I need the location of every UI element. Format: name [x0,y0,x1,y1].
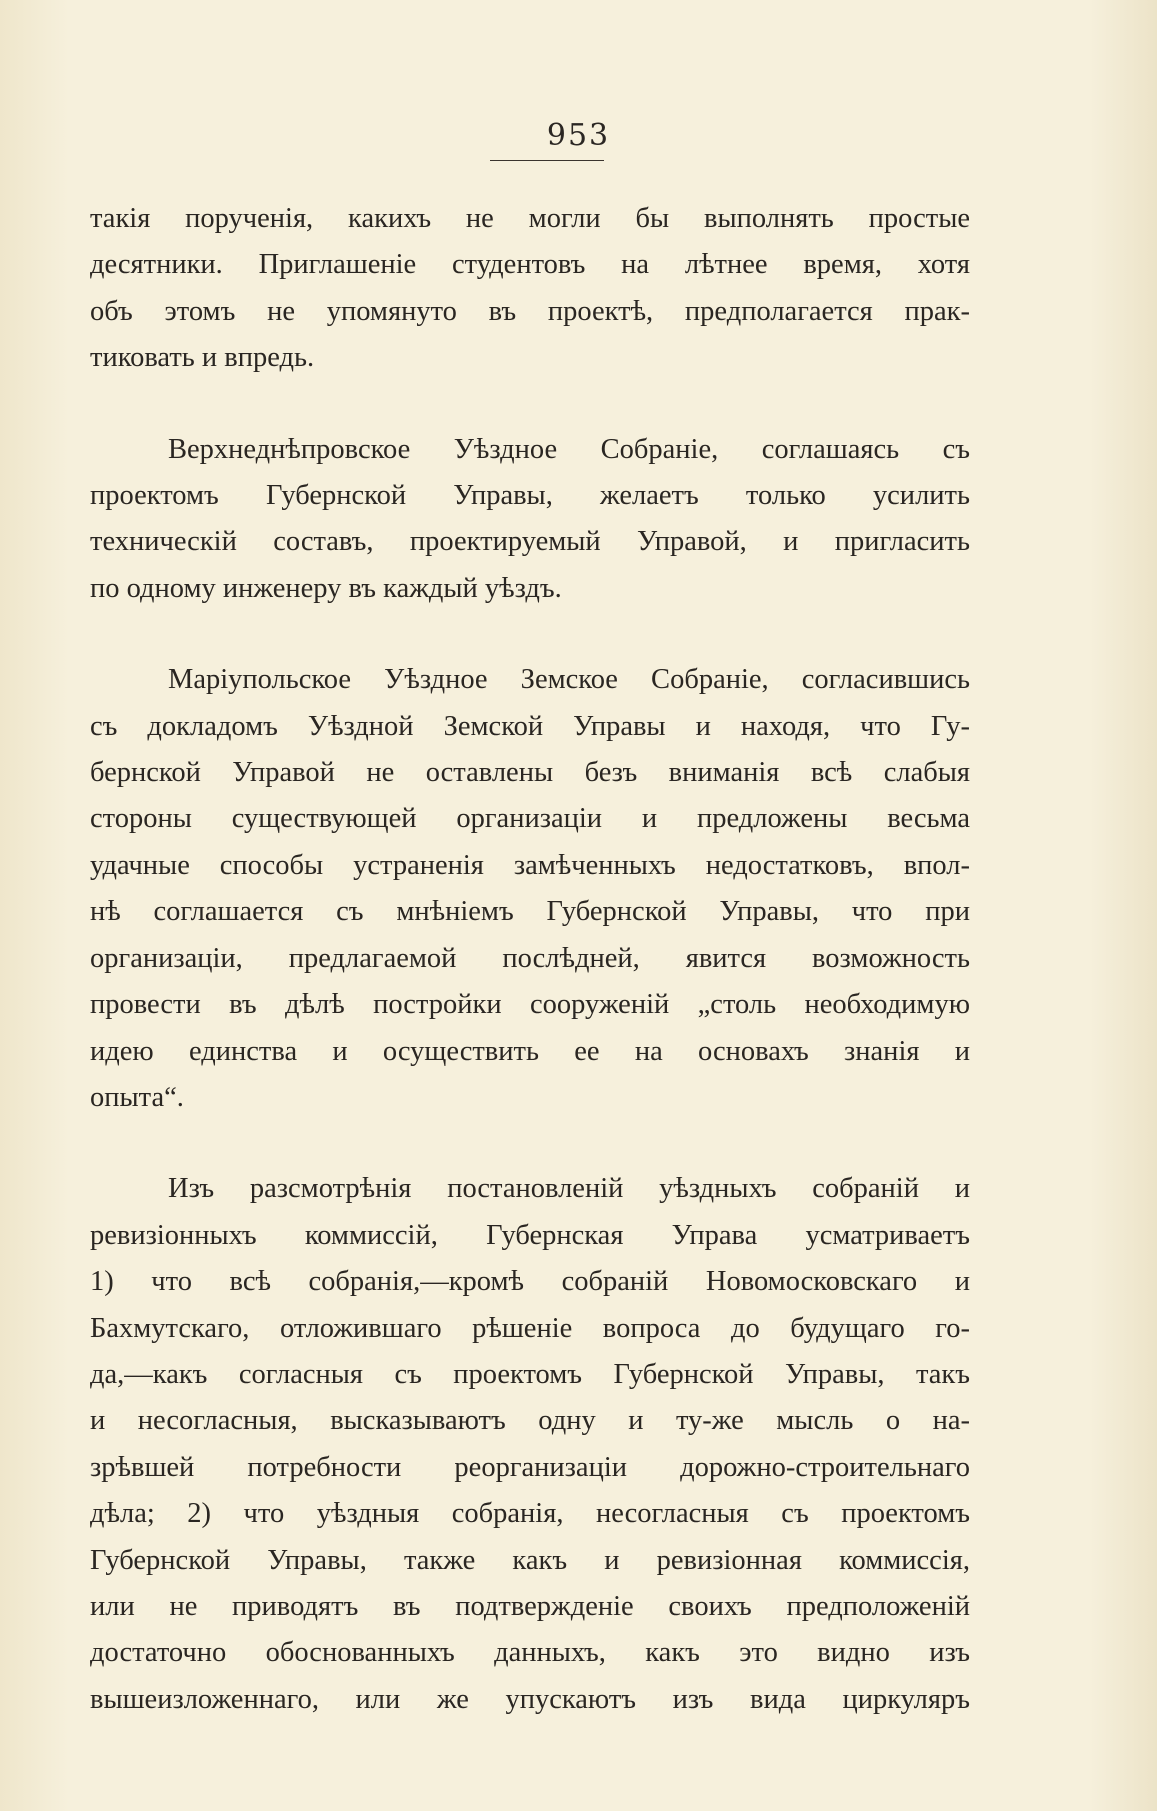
text-line: удачные способы устраненія замѣченныхъ недостатковъ, впол- [90,849,970,881]
text-line: тиковать и впредь. [90,342,315,374]
page-number: 953 [546,118,611,153]
text-line: и несогласныя, высказываютъ одну и ту-же мысль о на- [90,1405,970,1437]
paragraph-gap [90,382,970,427]
text-line: идею единства и осуществить ее на основахъ знанія и [90,1035,970,1067]
paragraph-1 [90,196,970,382]
paragraph-gap [90,1121,970,1166]
text-line: опыта“. [90,1081,184,1113]
paragraph-gap [90,612,970,657]
text-line: вышеизложеннаго, или же упускаютъ изъ вида циркуляръ [90,1683,970,1715]
text-line: съ докладомъ Уѣздной Земской Управы и находя, что Гу- [90,710,970,742]
text-line: организаціи, предлагаемой послѣдней, явится возможность [90,942,970,974]
text-line: провести въ дѣлѣ постройки сооруженій „столь необходимую [90,989,970,1021]
paragraph-4 [90,1166,970,1723]
text-line: ревизіонныхъ коммиссій, Губернская Управа усматриваетъ [90,1219,970,1251]
body-text [90,196,970,1723]
text-line: да,—какъ согласныя съ проектомъ Губернской Управы, такъ [90,1358,970,1390]
text-line: дѣла; 2) что уѣздныя собранія, несогласныя съ проектомъ [90,1498,970,1530]
text-line: объ этомъ не упомянуто въ проектѣ, предполагается прак- [90,295,970,327]
text-line: 1) что всѣ собранія,—кромѣ собраній Новомосковскаго и [90,1266,970,1298]
text-line: десятники. Приглашеніе студентовъ на лѣтнее время, хотя [90,249,970,281]
paragraph-2 [90,427,970,613]
text-line: по одному инженеру въ каждый уѣздъ. [90,572,562,604]
text-line: Верхнеднѣпровское Уѣздное Собраніе, соглашаясь съ [168,433,970,465]
paragraph-3 [90,657,970,1121]
text-line: нѣ соглашается съ мнѣніемъ Губернской Управы, что при [90,896,970,928]
text-line: проектомъ Губернской Управы, желаетъ только усилить [90,480,970,512]
text-line: Губернской Управы, также какъ и ревизіонная коммиссія, [90,1544,970,1576]
page-number-rule [490,160,604,161]
text-line: или не приводятъ въ подтвержденіе своихъ предположеній [90,1590,970,1622]
text-line: зрѣвшей потребности реорганизаціи дорожно-строительнаго [90,1451,970,1483]
text-line: Бахмутскаго, отложившаго рѣшеніе вопроса до будущаго го- [90,1312,970,1344]
text-line: Изъ разсмотрѣнія постановленій уѣздныхъ собраній и [168,1173,970,1205]
text-line: Маріупольское Уѣздное Земское Собраніе, согласившись [168,664,970,696]
text-line: достаточно обоснованныхъ данныхъ, какъ это видно изъ [90,1637,970,1669]
text-line: такія порученія, какихъ не могли бы выполнять простые [90,203,970,234]
text-line: стороны существующей организаціи и предложены весьма [90,803,970,835]
text-line: техническій составъ, проектируемый Управой, и пригласить [90,526,970,558]
text-line: бернской Управой не оставлены безъ вниманія всѣ слабыя [90,757,970,789]
